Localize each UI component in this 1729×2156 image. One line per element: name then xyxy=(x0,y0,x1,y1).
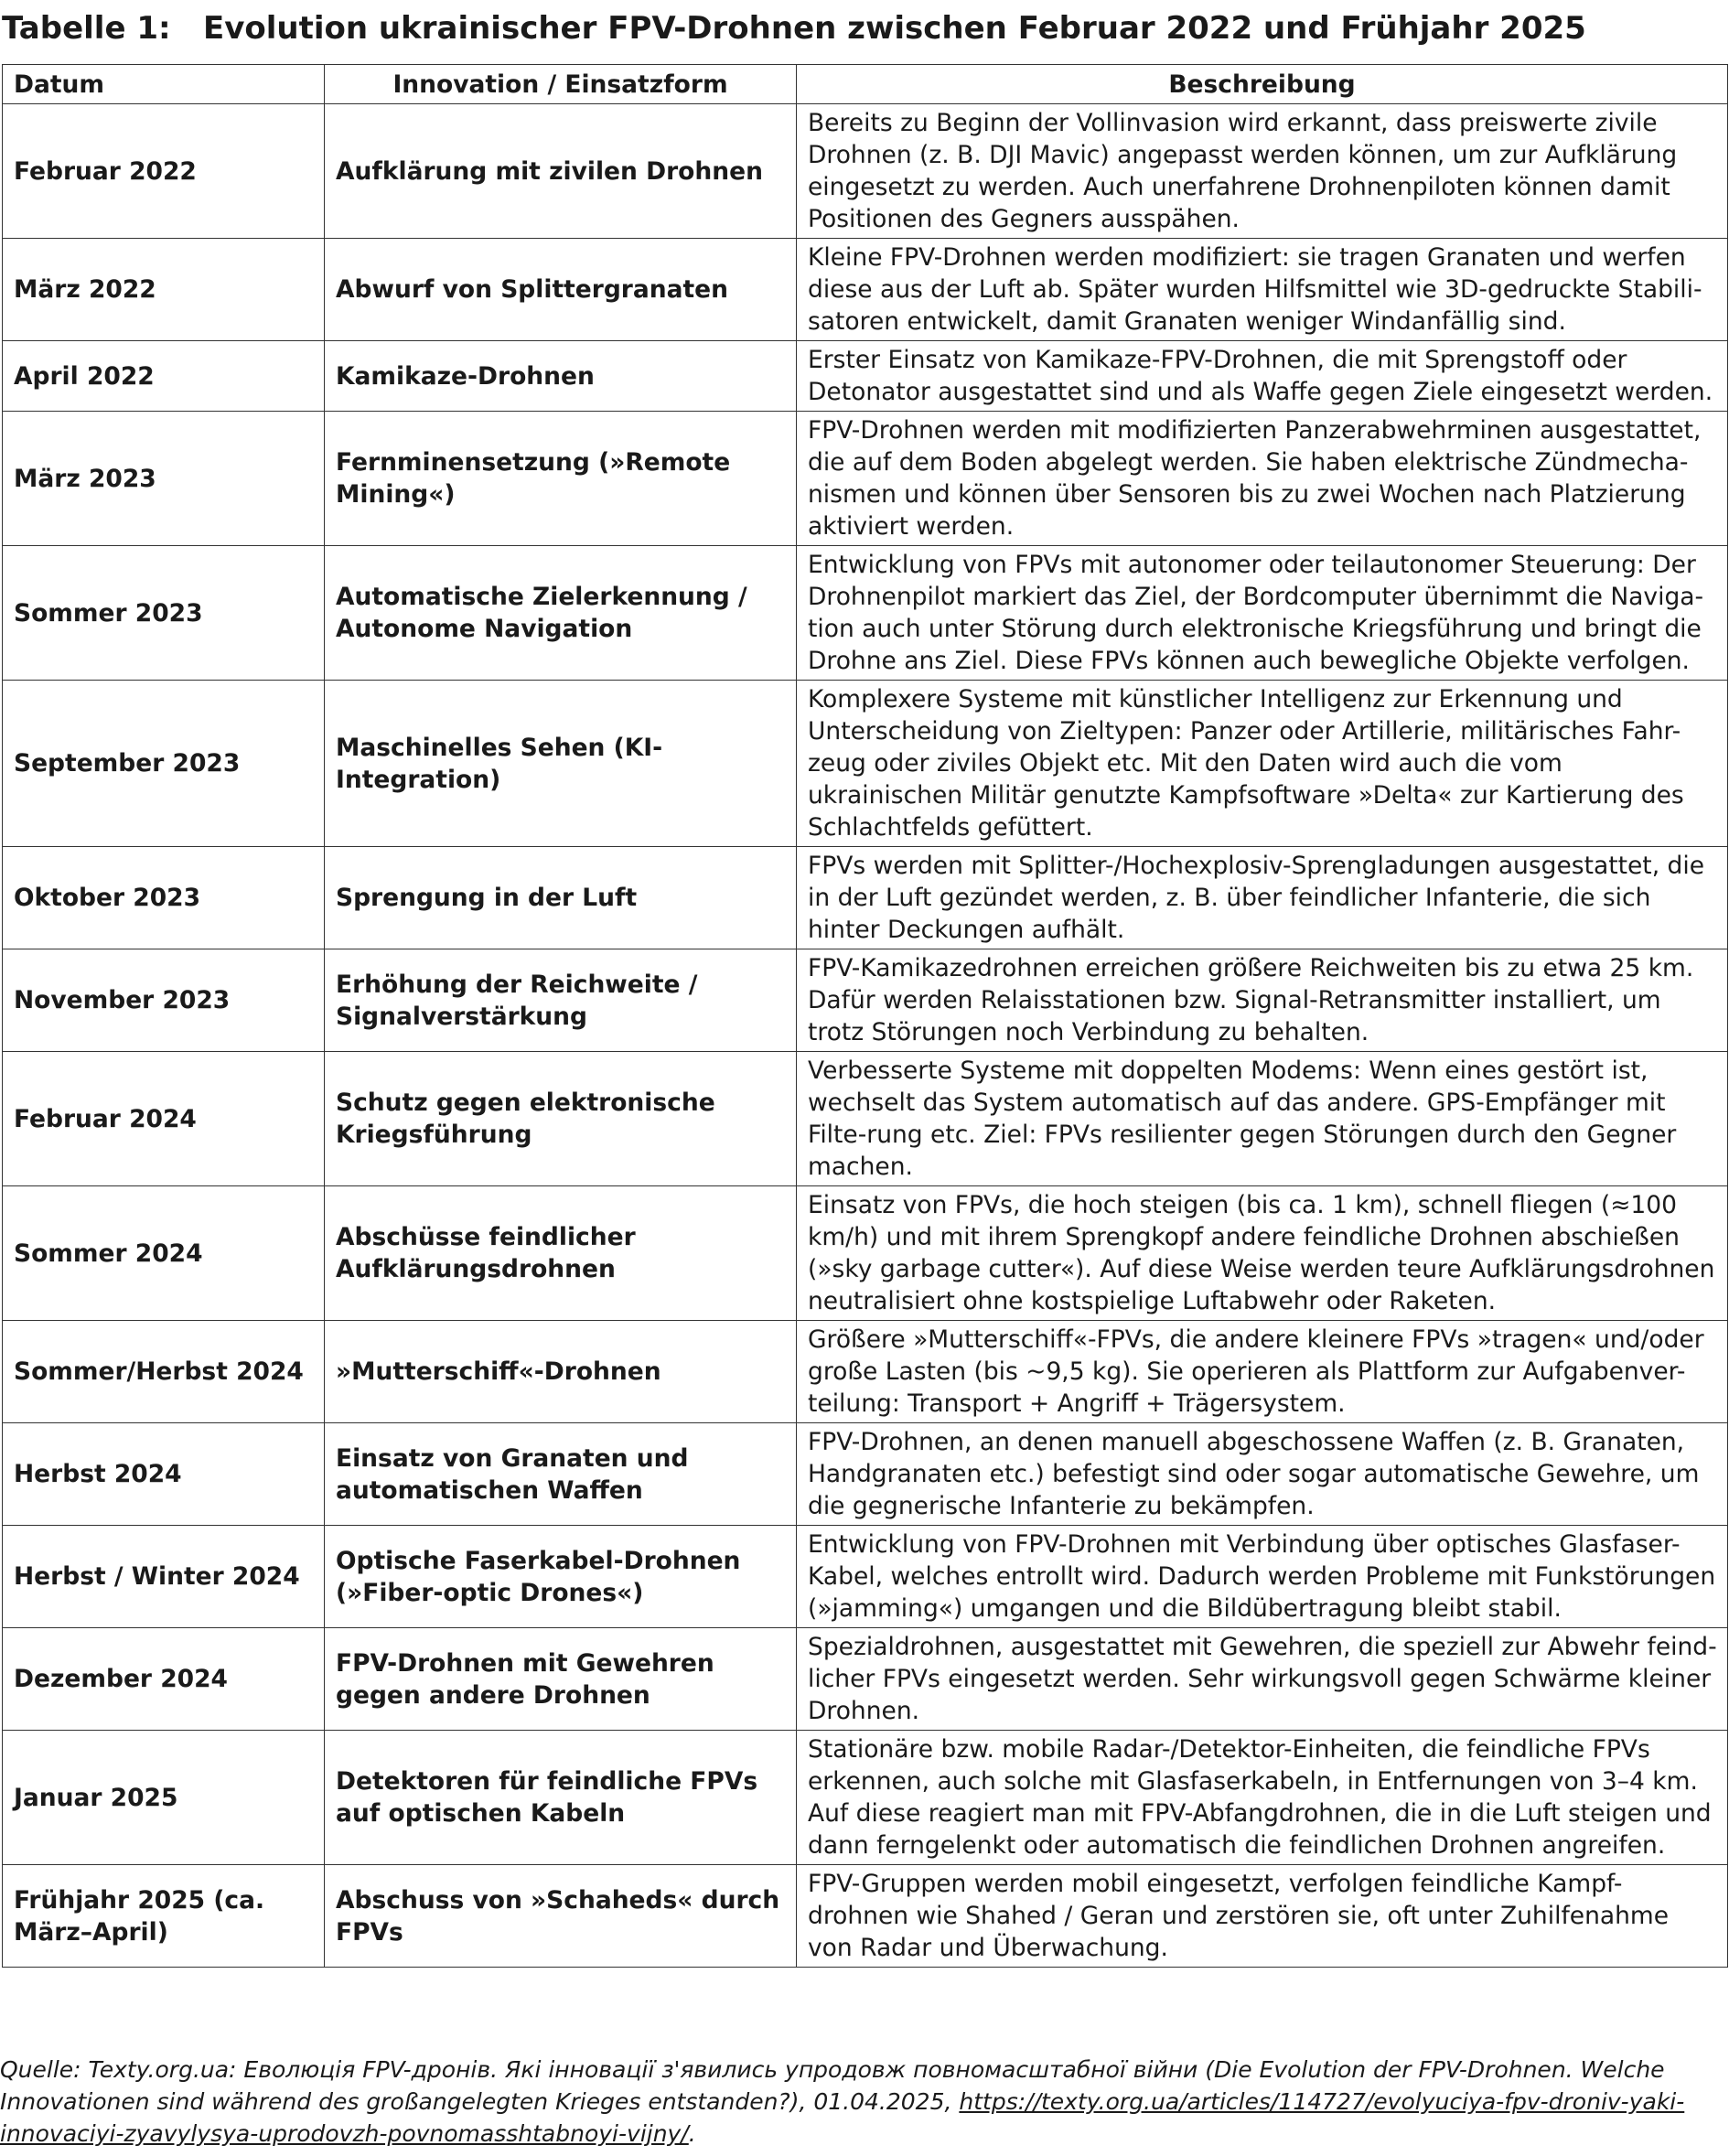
source-end: . xyxy=(688,2120,696,2147)
row-date: Februar 2024 xyxy=(3,1052,325,1186)
source-link[interactable]: https://texty.org.ua/articles/114727/evolyuciya-fpv-droniv-yaki-innovaciyi-zyavylysya-uprodovzh-povnomasshtabnoyi-vijny/ xyxy=(0,2088,1685,2147)
row-innovation: Erhöhung der Reichweite / Signalverstärkung xyxy=(325,949,797,1052)
row-description: FPVs werden mit Splitter-/Hochexplosiv-Sprengladungen ausgestattet, die in der Luft gezündet werden, z. B. über feindlicher Infanterie, die sich hinter Deckungen aufhält. xyxy=(797,847,1728,949)
row-description: FPV-Kamikazedrohnen erreichen größere Reichweiten bis zu etwa 25 km. Dafür werden Relaisstationen bzw. Signal-Retransmitter installiert, um trotz Störungen noch Verbindung zu behalten. xyxy=(797,949,1728,1052)
source-text: Quelle: Texty.org.ua: Еволюція FPV-дронів. Які інновації з'явились упродовж повномасштабної війни (Die Evolution der FPV-Drohnen. Welche Innovationen sind während des großangelegten Krieges entstanden?), 01.04.2025, xyxy=(0,2056,1665,2115)
table-row xyxy=(3,239,1728,341)
row-description: Erster Einsatz von Kamikaze-FPV-Drohnen, die mit Sprengstoff oder Detonator ausgestattet sind und als Waffe gegen Ziele eingesetzt werden. xyxy=(797,341,1728,412)
table-header-row xyxy=(3,65,1728,104)
row-innovation: Automatische Zielerkennung / Autonome Navigation xyxy=(325,546,797,681)
table-row xyxy=(3,546,1728,681)
table-row xyxy=(3,1186,1728,1321)
row-date: Frühjahr 2025 (ca. März–April) xyxy=(3,1865,325,1968)
table-row xyxy=(3,412,1728,546)
table-row xyxy=(3,341,1728,412)
table-row xyxy=(3,1526,1728,1628)
row-innovation: Sprengung in der Luft xyxy=(325,847,797,949)
row-description: Entwicklung von FPVs mit autonomer oder teilautonomer Steuerung: Der Drohnenpilot markiert das Ziel, der Bordcomputer übernimmt die Naviga-tion auch unter Störung durch elektronische Kriegsführung und bringt die Drohne ans Ziel. Diese FPVs können auch bewegliche Objekte verfolgen. xyxy=(797,546,1728,681)
row-innovation: Detektoren für feindliche FPVs auf optischen Kabeln xyxy=(325,1731,797,1865)
row-innovation: Fernminensetzung (»Remote Mining«) xyxy=(325,412,797,546)
table-row xyxy=(3,681,1728,847)
table-row xyxy=(3,104,1728,239)
table-row xyxy=(3,949,1728,1052)
table-label: Tabelle 1: xyxy=(2,10,171,47)
row-date: Sommer/Herbst 2024 xyxy=(3,1321,325,1423)
table-title xyxy=(0,9,1729,48)
row-description: Stationäre bzw. mobile Radar-/Detektor-Einheiten, die feindliche FPVs erkennen, auch solche mit Glasfaserkabeln, in Entfernungen von 3–4 km. Auf diese reagiert man mit FPV-Abfangdrohnen, die in die Luft steigen und dann ferngelenkt oder automatisch die feindlichen Drohnen angreifen. xyxy=(797,1731,1728,1865)
row-innovation: Abschuss von »Schaheds« durch FPVs xyxy=(325,1865,797,1968)
row-innovation: Einsatz von Granaten und automatischen Waffen xyxy=(325,1423,797,1526)
table-title-text: Evolution ukrainischer FPV-Drohnen zwischen Februar 2022 und Frühjahr 2025 xyxy=(203,10,1586,47)
row-innovation: Schutz gegen elektronische Kriegsführung xyxy=(325,1052,797,1186)
source-note xyxy=(0,2054,1727,2150)
row-description: Spezialdrohnen, ausgestattet mit Gewehren, die speziell zur Abwehr feind-licher FPVs eingesetzt werden. Sehr wirkungsvoll gegen Schwärme kleiner Drohnen. xyxy=(797,1628,1728,1731)
table-row xyxy=(3,1865,1728,1968)
table-row xyxy=(3,1731,1728,1865)
row-description: Kleine FPV-Drohnen werden modifiziert: sie tragen Granaten und werfen diese aus der Luft ab. Später wurden Hilfsmittel wie 3D-gedruckte Stabili-satoren entwickelt, damit Granaten weniger Windanfällig sind. xyxy=(797,239,1728,341)
row-date: Oktober 2023 xyxy=(3,847,325,949)
row-date: September 2023 xyxy=(3,681,325,847)
row-date: Herbst 2024 xyxy=(3,1423,325,1526)
table-row xyxy=(3,1321,1728,1423)
row-date: Sommer 2023 xyxy=(3,546,325,681)
row-description: Verbesserte Systeme mit doppelten Modems: Wenn eines gestört ist, wechselt das System automatisch auf das andere. GPS-Empfänger mit Filte-rung etc. Ziel: FPVs resilienter gegen Störungen durch den Gegner machen. xyxy=(797,1052,1728,1186)
row-description: Komplexere Systeme mit künstlicher Intelligenz zur Erkennung und Unterscheidung von Zieltypen: Panzer oder Artillerie, militärisches Fahr-zeug oder ziviles Objekt etc. Mit den Daten wird auch die vom ukrainischen Militär genutzte Kampfsoftware »Delta« zur Kartierung des Schlachtfelds gefüttert. xyxy=(797,681,1728,847)
row-description: FPV-Drohnen, an denen manuell abgeschossene Waffen (z. B. Granaten, Handgranaten etc.) befestigt sind oder sogar automatische Gewehre, um die gegnerische Infanterie zu bekämpfen. xyxy=(797,1423,1728,1526)
row-date: April 2022 xyxy=(3,341,325,412)
row-description: Einsatz von FPVs, die hoch steigen (bis ca. 1 km), schnell fliegen (≈100 km/h) und mit ihrem Sprengkopf andere feindliche Drohnen abschießen (»sky garbage cutter«). Auf diese Weise werden teure Aufklärungsdrohnen neutralisiert ohne kostspielige Luftabwehr oder Raketen. xyxy=(797,1186,1728,1321)
row-innovation: Abwurf von Splittergranaten xyxy=(325,239,797,341)
row-date: Herbst / Winter 2024 xyxy=(3,1526,325,1628)
row-innovation: Optische Faserkabel-Drohnen (»Fiber-optic Drones«) xyxy=(325,1526,797,1628)
table-row xyxy=(3,847,1728,949)
table-row xyxy=(3,1423,1728,1526)
row-date: Februar 2022 xyxy=(3,104,325,239)
row-description: FPV-Gruppen werden mobil eingesetzt, verfolgen feindliche Kampf-drohnen wie Shahed / Geran und zerstören sie, oft unter Zuhilfenahme von Radar und Überwachung. xyxy=(797,1865,1728,1968)
row-innovation: Aufklärung mit zivilen Drohnen xyxy=(325,104,797,239)
row-innovation: Abschüsse feindlicher Aufklärungsdrohnen xyxy=(325,1186,797,1321)
table-body xyxy=(3,104,1728,1968)
row-date: November 2023 xyxy=(3,949,325,1052)
column-header-innovation: Innovation / Einsatzform xyxy=(325,65,797,104)
row-innovation: FPV-Drohnen mit Gewehren gegen andere Drohnen xyxy=(325,1628,797,1731)
row-innovation: Kamikaze-Drohnen xyxy=(325,341,797,412)
drone-evolution-table xyxy=(2,64,1728,1968)
row-date: März 2022 xyxy=(3,239,325,341)
table-row xyxy=(3,1052,1728,1186)
row-innovation: »Mutterschiff«-Drohnen xyxy=(325,1321,797,1423)
table-row xyxy=(3,1628,1728,1731)
column-header-description: Beschreibung xyxy=(797,65,1728,104)
column-header-date: Datum xyxy=(3,65,325,104)
row-description: Entwicklung von FPV-Drohnen mit Verbindung über optisches Glasfaser-Kabel, welches entrollt wird. Dadurch werden Probleme mit Funkstörungen (»jamming«) umgangen und die Bildübertragung bleibt stabil. xyxy=(797,1526,1728,1628)
row-innovation: Maschinelles Sehen (KI-Integration) xyxy=(325,681,797,847)
row-description: Bereits zu Beginn der Vollinvasion wird erkannt, dass preiswerte zivile Drohnen (z. B. DJI Mavic) angepasst werden können, um zur Aufklärung eingesetzt zu werden. Auch unerfahrene Drohnenpiloten können damit Positionen des Gegners ausspähen. xyxy=(797,104,1728,239)
row-date: Dezember 2024 xyxy=(3,1628,325,1731)
row-description: Größere »Mutterschiff«-FPVs, die andere kleinere FPVs »tragen« und/oder große Lasten (bis ~9,5 kg). Sie operieren als Plattform zur Aufgabenver-teilung: Transport + Angriff + Trägersystem. xyxy=(797,1321,1728,1423)
row-date: März 2023 xyxy=(3,412,325,546)
row-date: Sommer 2024 xyxy=(3,1186,325,1321)
row-date: Januar 2025 xyxy=(3,1731,325,1865)
row-description: FPV-Drohnen werden mit modifizierten Panzerabwehrminen ausgestattet, die auf dem Boden abgelegt werden. Sie haben elektrische Zündmecha-nismen und können über Sensoren bis zu zwei Wochen nach Platzierung aktiviert werden. xyxy=(797,412,1728,546)
